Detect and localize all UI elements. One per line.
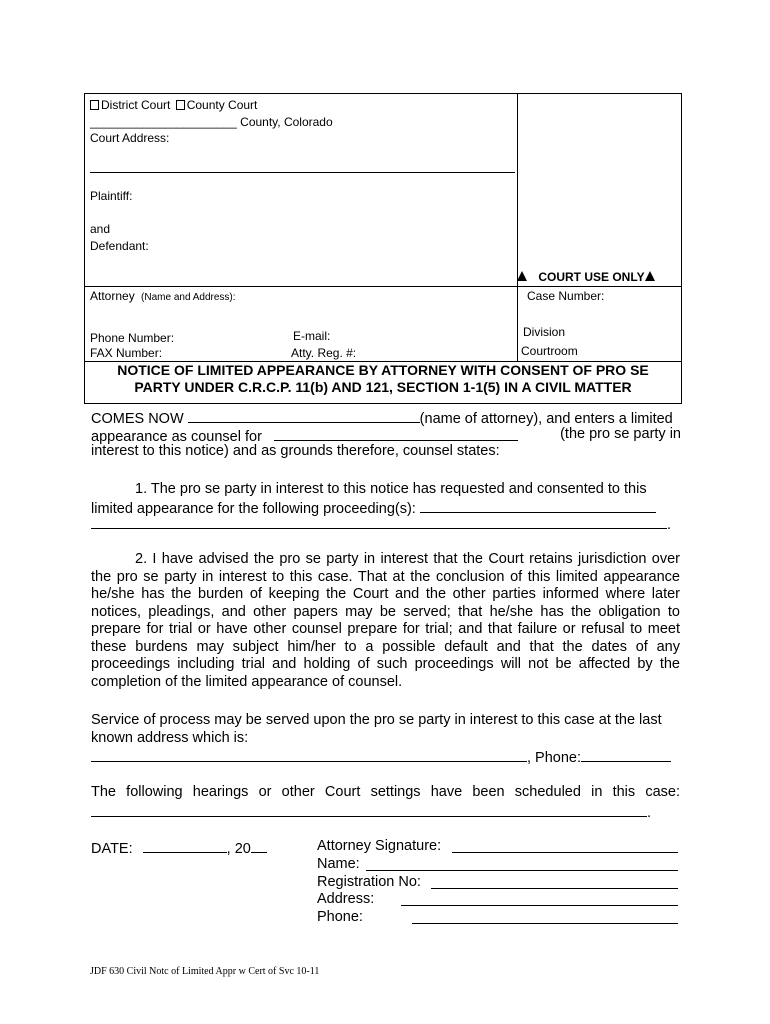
period-text: . xyxy=(647,805,652,821)
date-line xyxy=(91,838,267,859)
and-label: and xyxy=(90,222,111,236)
form-id-footer: JDF 630 Civil Notc of Limited Appr w Cert of Svc 10-11 xyxy=(90,966,320,977)
registration-no-field[interactable] xyxy=(431,888,678,889)
division-label: Division xyxy=(523,325,566,339)
name-label: Name: xyxy=(317,856,360,872)
county-line: ______________________ County, Colorado xyxy=(90,115,333,129)
caption-box xyxy=(84,93,682,404)
court-address-line[interactable] xyxy=(90,172,515,173)
date-label: DATE: xyxy=(91,841,133,857)
comes-now-label: COMES NOW xyxy=(91,411,184,427)
attorney-signature-label: Attorney Signature: xyxy=(317,838,442,854)
court-use-only-row xyxy=(517,270,655,284)
paragraph-2 xyxy=(91,551,680,691)
proceedings-label: limited appearance for the following proceeding(s): xyxy=(91,501,416,517)
paragraph-2-line: 2. I have advised the pro se party in interest that the Court retains jurisdiction over xyxy=(135,551,680,567)
attorney-label-row xyxy=(90,289,236,304)
court-address-label: Court Address: xyxy=(90,131,170,145)
attorney-label: Attorney xyxy=(90,289,135,303)
paragraph-2-line: proceedings including trial and holding of such proceedings will not be affected by the xyxy=(91,656,680,672)
paragraph-2-line: these burdens may subject him/her to a possible default and that the dates of any xyxy=(91,638,680,655)
phone-suffix-text: , Phone: xyxy=(527,750,582,766)
service-phone-field[interactable] xyxy=(581,747,671,762)
name-of-attorney-text: (name of attorney), and enters a limited xyxy=(419,411,673,427)
service-address-line xyxy=(91,747,671,768)
plaintiff-label: Plaintiff: xyxy=(90,189,133,203)
caption-divider-attorney xyxy=(84,286,682,287)
phone-number-label: Phone Number: xyxy=(90,331,175,345)
pro-se-party-text: (the pro se party in xyxy=(560,426,681,442)
service-address-field[interactable] xyxy=(91,747,527,762)
service-line-1: Service of process may be served upon the pro se party in interest to this case at the last xyxy=(91,712,662,728)
year-field[interactable] xyxy=(251,838,267,853)
interest-line: interest to this notice) and as grounds therefore, counsel states: xyxy=(91,443,500,459)
period-text: . xyxy=(667,517,672,533)
hearings-field-line xyxy=(91,802,651,823)
defendant-label: Defendant: xyxy=(90,239,149,253)
district-court-label: District Court xyxy=(101,98,171,112)
hearings-field[interactable] xyxy=(91,802,647,817)
attorney-hint: (Name and Address): xyxy=(141,292,236,303)
attorney-signature-field[interactable] xyxy=(452,852,678,853)
service-line-2: known address which is: xyxy=(91,730,249,746)
proceedings-field-2[interactable] xyxy=(91,514,667,529)
fax-number-label: FAX Number: xyxy=(90,346,163,360)
address-field[interactable] xyxy=(401,905,678,906)
court-type-row xyxy=(90,98,257,112)
courtroom-label: Courtroom xyxy=(521,344,578,358)
case-number-label: Case Number: xyxy=(527,289,605,303)
paragraph-2-line: the pro se party in interest to this case. That at the conclusion of this limited appearance xyxy=(91,568,680,585)
court-use-only-label: COURT USE ONLY xyxy=(538,270,645,284)
registration-no-label: Registration No: xyxy=(317,874,421,890)
caption-divider-vertical xyxy=(517,93,518,362)
triangle-up-icon xyxy=(645,271,655,281)
atty-reg-label: Atty. Reg. #: xyxy=(291,346,357,360)
name-field[interactable] xyxy=(366,870,678,871)
triangle-up-icon xyxy=(517,271,527,281)
phone-field[interactable] xyxy=(412,923,678,924)
paragraph-2-line: notices, pleadings, and other papers may be served; that he/she has the obligation to xyxy=(91,603,680,620)
document-title-line-1: NOTICE OF LIMITED APPEARANCE BY ATTORNEY WITH CONSENT OF PRO SE xyxy=(117,362,649,378)
hearings-line: The following hearings or other Court settings have been scheduled in this case: xyxy=(91,784,680,800)
paragraph-2-last-line: completion of the limited appearance of counsel. xyxy=(91,673,403,690)
email-label: E-mail: xyxy=(293,329,331,343)
attorney-name-field[interactable] xyxy=(188,408,420,423)
county-court-label: County Court xyxy=(186,98,258,112)
year-prefix: , 20 xyxy=(226,841,251,857)
pro-se-party-field[interactable] xyxy=(274,426,518,441)
document-title-line-2: PARTY UNDER C.R.C.P. 11(b) AND 121, SECTION 1-1(5) IN A CIVIL MATTER xyxy=(134,379,632,395)
proceedings-line-2 xyxy=(91,514,671,535)
paragraph-1-line-1: 1. The pro se party in interest to this notice has requested and consented to this xyxy=(135,481,647,497)
address-label: Address: xyxy=(317,891,375,907)
phone-label: Phone: xyxy=(317,909,363,925)
district-court-checkbox[interactable] xyxy=(90,100,99,110)
date-field[interactable] xyxy=(143,838,227,853)
appearance-text: appearance as counsel for xyxy=(91,429,262,445)
proceedings-field-1[interactable] xyxy=(420,498,656,513)
paragraph-2-line: he/she has the burden of keeping the Court and the other parties informed where later xyxy=(91,586,680,602)
paragraph-2-line: prepare for trial or have other counsel prepare for trial; and that failure or refusal to meet xyxy=(91,621,680,637)
county-court-checkbox[interactable] xyxy=(176,100,185,110)
